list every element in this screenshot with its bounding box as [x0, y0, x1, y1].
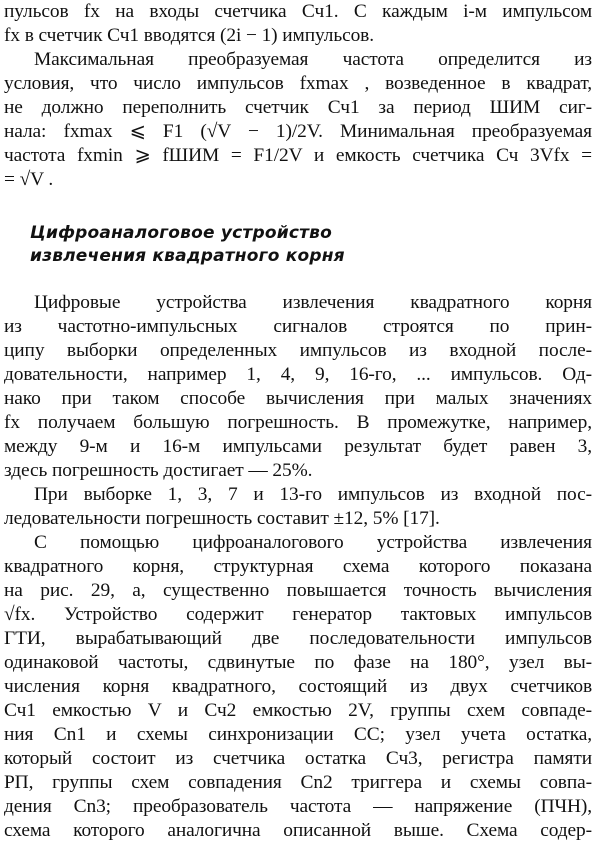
text-line: который состоит из счетчика остатка Сч3, регистра памяти: [4, 748, 592, 769]
text-line: пульсов fx на входы счетчика Сч1. С каждым i-м импульсом: [4, 1, 592, 22]
text-line: нала: fxmax ⩽ F1 (√V − 1)/2V. Минимальная преобразуемая: [4, 121, 592, 142]
text-line: одинаковой частоты, сдвинутые по фазе на 180°, узел вы-: [4, 652, 592, 673]
text-line: ГТИ, вырабатывающий две последовательности импульсов: [4, 628, 592, 649]
text-line: fx в счетчик Сч1 вводятся (2i − 1) импульсов.: [4, 25, 374, 46]
text-line: схема которого аналогична описанной выше. Схема содер-: [4, 820, 592, 841]
text-line: С помощью цифроаналогового устройства извлечения: [34, 532, 592, 553]
text-line: ледовательности погрешность составит ±12, 5% [17].: [4, 508, 440, 529]
text-line: из частотно-импульсных сигналов строятся по прин-: [4, 316, 592, 337]
text-line: ципу выборки определенных импульсов из входной после-: [4, 340, 592, 361]
text-line: = √V .: [4, 169, 54, 190]
text-line: довательности, например 1, 4, 9, 16-го, ... импульсов. Од-: [4, 364, 592, 385]
text-line: на рис. 29, а, существенно повышается точность вычисления: [4, 580, 592, 601]
text-line: между 9-м и 16-м импульсами результат будет равен 3,: [4, 436, 592, 457]
text-line: дения Cn3; преобразователь частота — напряжение (ПЧН),: [4, 796, 592, 817]
section-heading-line: извлечения квадратного корня: [30, 246, 345, 266]
text-line: РП, группы схем совпадения Cn2 триггера и схемы совпа-: [4, 772, 592, 793]
text-line: fx получаем большую погрешность. В промежутке, например,: [4, 412, 592, 433]
text-line: Максимальная преобразуемая частота определится из: [34, 49, 592, 70]
text-line: нако при таком способе вычисления при малых значениях: [4, 388, 592, 409]
text-line: не должно переполнить счетчик Сч1 за период ШИМ сиг-: [4, 97, 592, 118]
text-line: √fx. Устройство содержит генератор тактовых импульсов: [4, 604, 592, 625]
text-line: числения корня квадратного, состоящий из двух счетчиков: [4, 676, 592, 697]
text-line: Сч1 емкостью V и Сч2 емкостью 2V, группы схем совпаде-: [4, 700, 592, 721]
section-heading-line: Цифроаналоговое устройство: [30, 223, 333, 243]
text-line: ния Cn1 и схемы синхронизации СС; узел учета остатка,: [4, 724, 592, 745]
text-line: частота fxmin ⩾ fШИМ = F1/2V и емкость счетчика Сч 3Vfx =: [4, 145, 592, 166]
text-line: квадратного корня, структурная схема которого показана: [4, 556, 592, 577]
text-line: условия, что число импульсов fxmax , возведенное в квадрат,: [4, 73, 592, 94]
text-line: Цифровые устройства извлечения квадратного корня: [34, 292, 592, 313]
text-line: здесь погрешность достигает — 25%.: [4, 460, 313, 481]
text-line: При выборке 1, 3, 7 и 13-го импульсов из входной пос-: [34, 484, 592, 505]
